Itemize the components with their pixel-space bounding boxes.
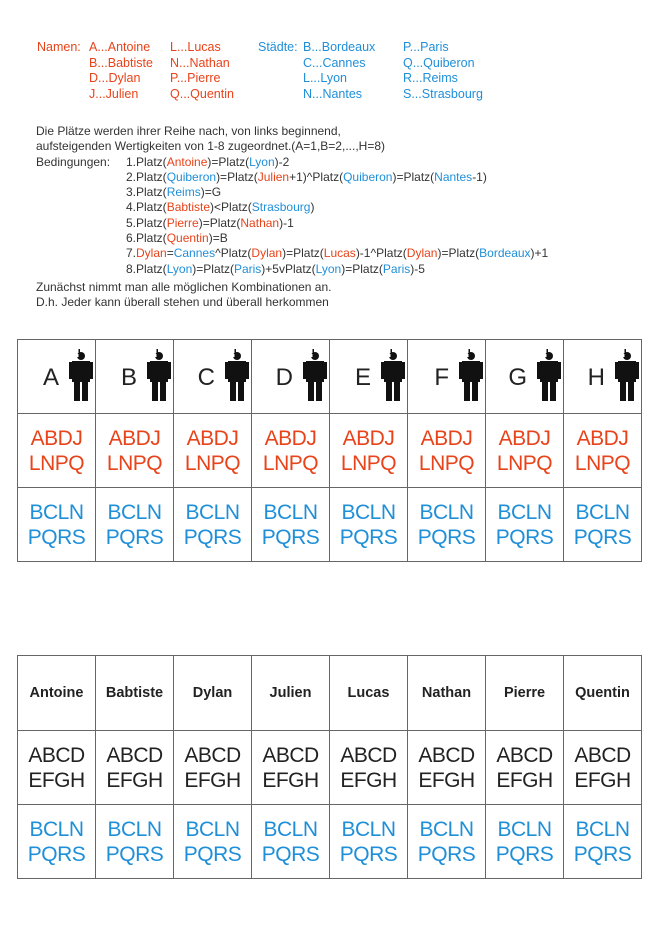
conditions-list (36, 155, 548, 277)
letters-line-2: LNPQ (262, 451, 319, 475)
condition-line (36, 200, 548, 215)
person-name-cell (564, 656, 642, 731)
intro-line-1: Die Plätze werden ihrer Reihe nach, von links beginnend, (36, 124, 341, 138)
legend-city-item: S...Strasbourg (403, 86, 483, 101)
letters-line-1: BCLN (497, 817, 552, 841)
person-icon (381, 349, 405, 401)
letters-line-2: PQRS (27, 842, 86, 866)
condition-segment: Dylan (251, 246, 283, 261)
letters-line-1: BCLN (107, 817, 162, 841)
letters-line-1: ABCD (28, 743, 85, 767)
condition-line (36, 246, 548, 261)
letters-line-2: PQRS (27, 525, 86, 549)
letters-line-1: BCLN (29, 500, 84, 524)
city-options-cell (252, 805, 330, 879)
person-name-cell (174, 656, 252, 731)
cities-label: Städte: (258, 40, 298, 54)
letters-line-1: ABDJ (576, 426, 629, 450)
place-cell (174, 340, 252, 414)
letters (408, 817, 485, 867)
letters-line-2: EFGH (28, 768, 85, 792)
letters (252, 500, 329, 550)
condition-line (36, 262, 548, 277)
letters-line-2: PQRS (495, 525, 554, 549)
condition-segment: Babtiste (166, 200, 211, 215)
letters-line-2: PQRS (261, 842, 320, 866)
letters (96, 743, 173, 793)
condition-segment: )=B (208, 231, 228, 246)
letters (96, 817, 173, 867)
legend-city-item: L...Lyon (303, 71, 348, 86)
place-options-cell (174, 731, 252, 805)
condition-segment: 7. (126, 246, 137, 261)
letters-line-1: ABCD (418, 743, 475, 767)
letters-line-2: EFGH (496, 768, 553, 792)
letters-line-2: EFGH (418, 768, 475, 792)
condition-segment: )=Platz( (341, 261, 383, 276)
condition-segment: Nathan (240, 215, 280, 230)
places-table (17, 339, 642, 562)
city-options-cell (174, 488, 252, 562)
letters-line-2: PQRS (183, 842, 242, 866)
city-options-cell (564, 488, 642, 562)
person-name: Quentin (575, 685, 630, 701)
letters-line-2: PQRS (105, 525, 164, 549)
condition-segment: Quiberon (166, 169, 217, 184)
place-cell (486, 340, 564, 414)
letters (18, 743, 95, 793)
letters-line-1: BCLN (263, 500, 318, 524)
places-names-row (18, 414, 642, 488)
condition-segment: Quiberon (343, 169, 393, 184)
letters-line-2: PQRS (417, 842, 476, 866)
condition-segment: )=G (200, 185, 222, 200)
letters-line-2: LNPQ (184, 451, 241, 475)
person-name: Nathan (421, 685, 472, 701)
letters-line-2: LNPQ (574, 451, 631, 475)
person-name-cell (486, 656, 564, 731)
legend-name-item: D...Dylan (89, 71, 141, 86)
persons-cities-row (18, 805, 642, 879)
legend-name-item: B...Babtiste (89, 55, 153, 70)
person-icon (147, 349, 171, 401)
condition-segment: )=Platz( (216, 169, 258, 184)
place-letter: E (354, 364, 371, 391)
letters-line-2: PQRS (339, 525, 398, 549)
cities-legend-col1 (303, 40, 375, 102)
letters-line-1: ABDJ (108, 426, 161, 450)
letters (18, 817, 95, 867)
city-options-cell (18, 488, 96, 562)
letters-line-1: ABDJ (420, 426, 473, 450)
persons-header-row (18, 656, 642, 731)
condition-segment: )=Platz( (392, 169, 435, 184)
letters-line-2: LNPQ (340, 451, 397, 475)
letters-line-2: PQRS (495, 842, 554, 866)
letters-line-2: LNPQ (28, 451, 85, 475)
legend-city-item: B...Bordeaux (303, 40, 376, 54)
place-options-cell (96, 731, 174, 805)
condition-line (36, 231, 548, 246)
condition-segment: Paris (233, 261, 262, 276)
condition-segment: ) (310, 200, 315, 215)
city-options-cell (486, 488, 564, 562)
name-options-cell (486, 414, 564, 488)
legend-name-item: P...Pierre (170, 71, 221, 86)
letters (408, 743, 485, 793)
conditions-row-first (36, 155, 548, 170)
city-options-cell (486, 805, 564, 879)
condition-segment: 2.Platz( (126, 169, 167, 184)
conditions-label: Bedingungen: (36, 154, 111, 169)
letters-line-1: BCLN (497, 500, 552, 524)
condition-segment: )=Platz( (192, 261, 234, 276)
letters-line-2: LNPQ (106, 451, 163, 475)
letters-line-2: EFGH (262, 768, 319, 792)
condition-segment: )-1^Platz( (355, 246, 407, 261)
person-name-cell (18, 656, 96, 731)
condition-segment: Antoine (166, 154, 208, 169)
cities-legend-label-col (258, 40, 298, 56)
letters (252, 817, 329, 867)
letters (252, 743, 329, 793)
place-cell (18, 340, 96, 414)
condition-segment: )<Platz( (210, 200, 252, 215)
condition-segment: Cannes (173, 246, 216, 261)
condition-segment: = (166, 246, 174, 261)
person-name: Lucas (347, 685, 390, 701)
letters-line-1: BCLN (341, 817, 396, 841)
condition-segment: Lyon (315, 261, 342, 276)
place-letter: F (434, 364, 449, 391)
name-options-cell (564, 414, 642, 488)
letters-line-2: EFGH (184, 768, 241, 792)
places-header-row (18, 340, 642, 414)
legend-name-item: Q...Quentin (170, 86, 234, 101)
condition-segment: 6.Platz( (126, 231, 167, 246)
condition-segment: )-1 (279, 215, 294, 230)
places-cities-row (18, 488, 642, 562)
condition-segment: ^Platz( (215, 246, 252, 261)
person-icon (303, 349, 327, 401)
legend-name-item: A...Antoine (89, 40, 151, 54)
place-letter: G (508, 364, 527, 391)
letters-line-1: BCLN (341, 500, 396, 524)
letters-line-2: PQRS (105, 842, 164, 866)
letters-line-1: ABCD (340, 743, 397, 767)
place-options-cell (486, 731, 564, 805)
letters (564, 426, 641, 476)
letters (564, 743, 641, 793)
legend-city-item: R...Reims (403, 71, 458, 86)
letters-line-2: LNPQ (418, 451, 475, 475)
city-options-cell (330, 805, 408, 879)
place-options-cell (252, 731, 330, 805)
cities-legend-col2 (403, 40, 483, 102)
intro-line-2: aufsteigenden Wertigkeiten von 1-8 zugeordnet.(A=1,B=2,...,H=8) (36, 139, 385, 154)
letters (252, 426, 329, 476)
letters-line-1: ABDJ (264, 426, 317, 450)
person-icon (459, 349, 483, 401)
person-icon (69, 349, 93, 401)
letters (330, 500, 407, 550)
letters-line-1: ABDJ (498, 426, 551, 450)
letters (486, 817, 563, 867)
condition-segment: +1)^Platz( (289, 169, 344, 184)
place-cell (408, 340, 486, 414)
city-options-cell (330, 488, 408, 562)
letters-line-1: ABDJ (342, 426, 395, 450)
letters-line-2: PQRS (183, 525, 242, 549)
legend-name-item: N...Nathan (170, 55, 230, 70)
letters-line-2: EFGH (340, 768, 397, 792)
condition-segment: )=Platz( (198, 215, 241, 230)
condition-segment: Bordeaux (479, 246, 531, 261)
letters-line-1: BCLN (419, 500, 474, 524)
rules-block (36, 124, 548, 311)
name-options-cell (330, 414, 408, 488)
condition-segment: 3.Platz( (126, 185, 167, 200)
letters-line-1: BCLN (29, 817, 84, 841)
city-options-cell (408, 488, 486, 562)
letters-line-1: BCLN (575, 817, 630, 841)
person-icon (615, 349, 639, 401)
letters-line-1: BCLN (575, 500, 630, 524)
condition-segment: Lyon (249, 154, 275, 169)
letters (486, 743, 563, 793)
condition-segment: )-5 (410, 261, 425, 276)
city-options-cell (252, 488, 330, 562)
note-line-2: D.h. Jeder kann überall stehen und überall herkommen (36, 295, 329, 310)
person-name-cell (330, 656, 408, 731)
legend-name-item: J...Julien (89, 86, 139, 101)
person-name: Pierre (503, 685, 546, 701)
person-name-cell (408, 656, 486, 731)
condition-segment: Julien (257, 169, 290, 184)
letters-line-1: ABCD (106, 743, 163, 767)
name-options-cell (408, 414, 486, 488)
condition-segment: Nantes (434, 169, 473, 184)
person-name-cell (96, 656, 174, 731)
letters (174, 743, 251, 793)
condition-segment: Strasbourg (251, 200, 311, 215)
note-line-1: Zunächst nimmt man alle möglichen Kombinationen an. (36, 279, 332, 294)
letters-line-1: BCLN (185, 817, 240, 841)
letters-line-2: EFGH (106, 768, 163, 792)
condition-segment: )-2 (274, 154, 290, 169)
city-options-cell (564, 805, 642, 879)
person-name: Antoine (29, 685, 84, 701)
letters (564, 817, 641, 867)
letters-line-1: ABDJ (30, 426, 83, 450)
legend-city-item: C...Cannes (303, 55, 366, 70)
legend-name-item: L...Lucas (170, 40, 221, 54)
place-options-cell (18, 731, 96, 805)
legend-city-item: P...Paris (403, 40, 449, 54)
place-letter: C (197, 364, 215, 391)
letters-line-1: ABCD (184, 743, 241, 767)
place-options-cell (330, 731, 408, 805)
place-options-cell (564, 731, 642, 805)
persons-table (17, 655, 642, 879)
condition-segment: )+1 (530, 246, 549, 261)
letters-line-2: PQRS (573, 842, 632, 866)
letters (174, 500, 251, 550)
condition-segment: 4.Platz( (126, 200, 167, 215)
letters-line-1: ABCD (496, 743, 553, 767)
person-icon (537, 349, 561, 401)
letters (18, 426, 95, 476)
letters-line-2: EFGH (574, 768, 631, 792)
letters (330, 817, 407, 867)
names-label: Namen: (37, 40, 81, 54)
city-options-cell (174, 805, 252, 879)
condition-segment: Quentin (166, 231, 209, 246)
letters (330, 743, 407, 793)
place-options-cell (408, 731, 486, 805)
letters-line-1: ABDJ (186, 426, 239, 450)
place-letter: A (42, 364, 59, 391)
condition-segment: Dylan (136, 246, 167, 261)
place-letter: B (120, 364, 137, 391)
condition-segment: )+5vPlatz( (261, 261, 316, 276)
condition-segment: )=Platz( (437, 246, 480, 261)
letters-line-2: PQRS (339, 842, 398, 866)
letters (330, 426, 407, 476)
condition-segment: 8.Platz( (126, 261, 167, 276)
place-cell (252, 340, 330, 414)
person-name: Dylan (192, 685, 233, 701)
condition-segment: 1.Platz( (126, 154, 167, 169)
city-options-cell (18, 805, 96, 879)
letters (408, 500, 485, 550)
place-cell (330, 340, 408, 414)
condition-segment: 5.Platz( (126, 215, 167, 230)
city-options-cell (408, 805, 486, 879)
letters (18, 500, 95, 550)
condition-segment: Pierre (166, 215, 199, 230)
letters-line-1: BCLN (107, 500, 162, 524)
letters (408, 426, 485, 476)
condition-segment: Lucas (323, 246, 356, 261)
name-options-cell (18, 414, 96, 488)
names-legend-col2 (170, 40, 234, 102)
letters (96, 500, 173, 550)
name-options-cell (252, 414, 330, 488)
person-icon (225, 349, 249, 401)
legend-city-item: N...Nantes (303, 86, 363, 101)
place-cell (564, 340, 642, 414)
city-options-cell (96, 488, 174, 562)
place-cell (96, 340, 174, 414)
letters-line-2: LNPQ (496, 451, 553, 475)
names-legend-label-col (37, 40, 81, 56)
condition-segment: Reims (166, 185, 201, 200)
names-legend-col1 (89, 40, 153, 102)
person-name: Babtiste (105, 685, 164, 701)
condition-segment: )=Platz( (207, 154, 250, 169)
condition-line (36, 170, 548, 185)
letters (96, 426, 173, 476)
condition-segment: Lyon (166, 261, 193, 276)
letters-line-1: ABCD (262, 743, 319, 767)
place-letter: D (275, 364, 293, 391)
letters-line-1: BCLN (419, 817, 474, 841)
letters (564, 500, 641, 550)
letters-line-2: PQRS (261, 525, 320, 549)
name-options-cell (174, 414, 252, 488)
person-name: Julien (269, 685, 312, 701)
letters (174, 426, 251, 476)
letters (174, 817, 251, 867)
letters-line-1: BCLN (185, 500, 240, 524)
letters-line-2: PQRS (417, 525, 476, 549)
place-letter: H (587, 364, 605, 391)
person-name-cell (252, 656, 330, 731)
condition-segment: )=Platz( (282, 246, 324, 261)
legend-city-item: Q...Quiberon (403, 55, 475, 70)
letters-line-1: ABCD (574, 743, 631, 767)
condition-segment: -1) (472, 169, 487, 184)
condition-line (36, 216, 548, 231)
name-options-cell (96, 414, 174, 488)
persons-places-row (18, 731, 642, 805)
letters (486, 500, 563, 550)
letters-line-1: BCLN (263, 817, 318, 841)
condition-segment: Paris (382, 261, 411, 276)
letters (486, 426, 563, 476)
city-options-cell (96, 805, 174, 879)
letters-line-2: PQRS (573, 525, 632, 549)
condition-line (36, 185, 548, 200)
condition-segment: Dylan (406, 246, 438, 261)
